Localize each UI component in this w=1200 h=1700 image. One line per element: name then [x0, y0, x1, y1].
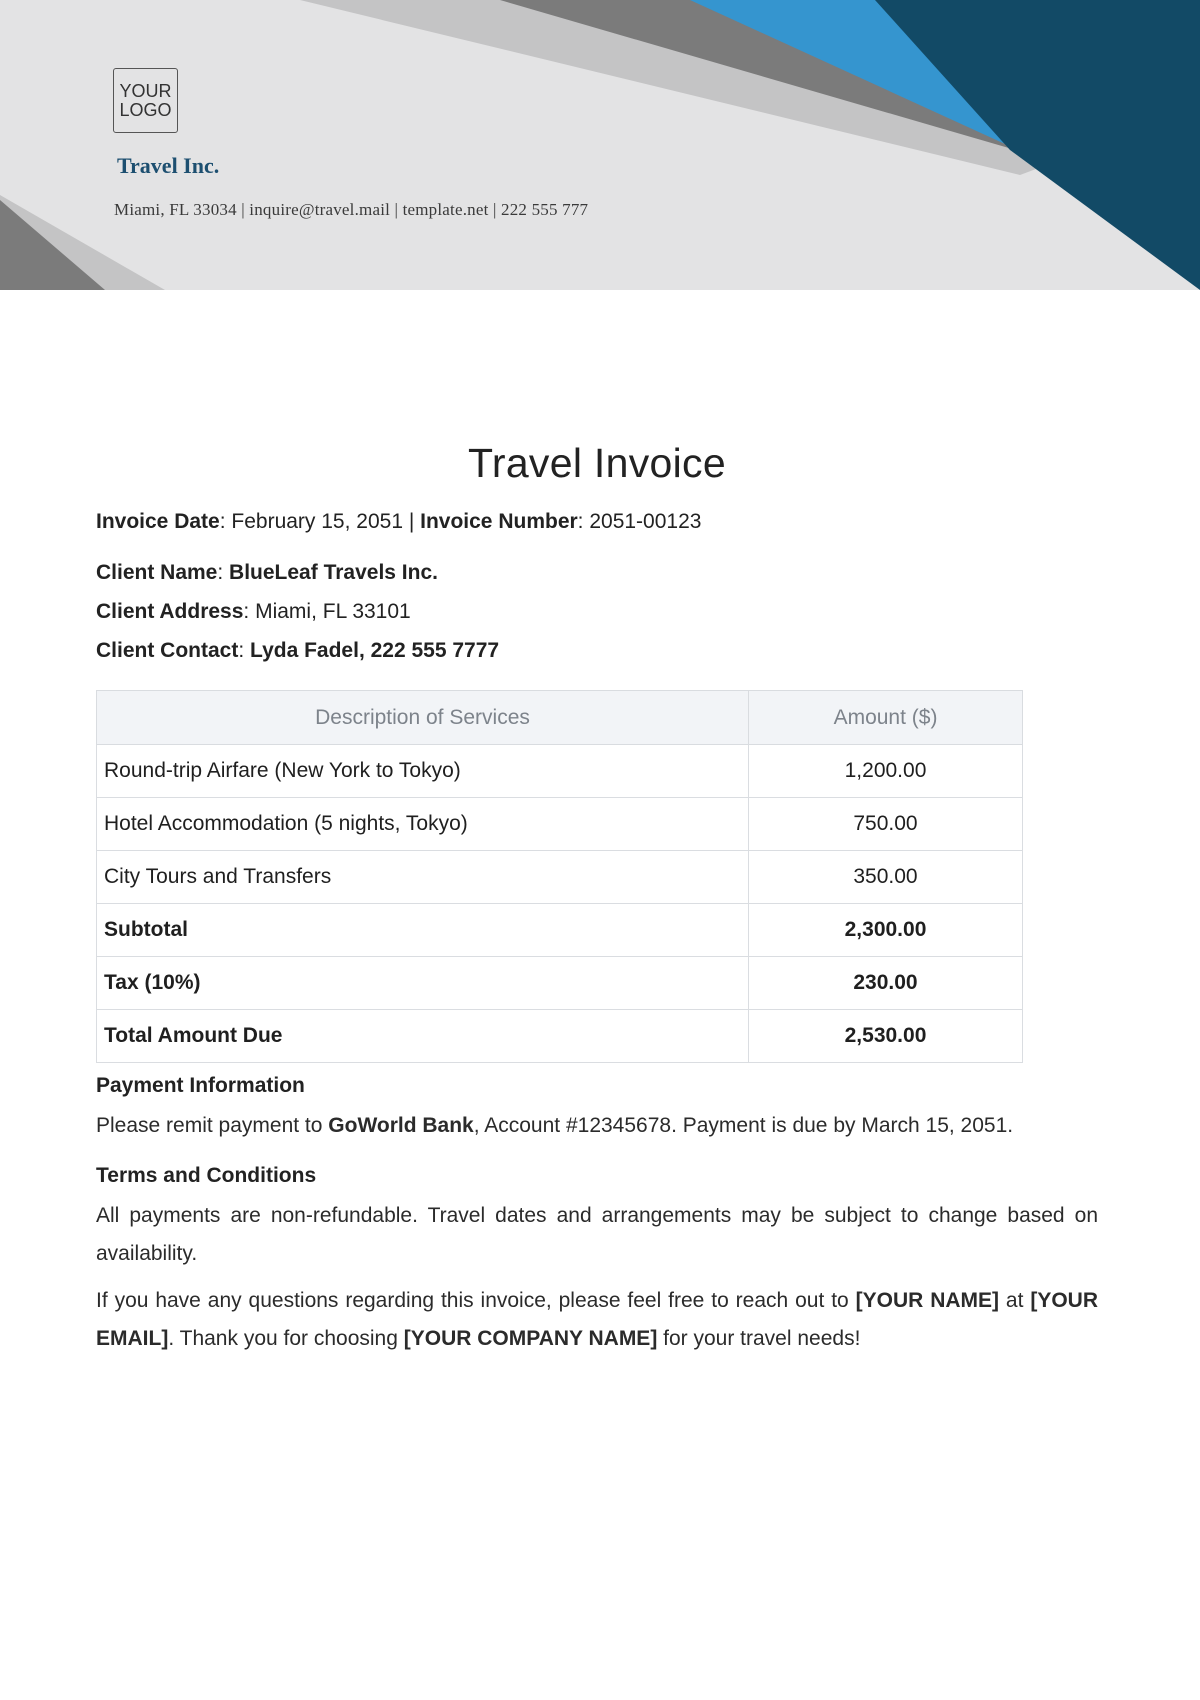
table-header-row [97, 691, 1023, 745]
logo-line-1: YOUR [119, 80, 172, 101]
total-label: Total Amount Due [97, 1010, 749, 1063]
tax-label: Tax (10%) [97, 957, 749, 1010]
colon: : [577, 510, 590, 533]
row-amount: 1,200.00 [749, 745, 1023, 798]
meta-separator: | [403, 510, 421, 533]
subtotal-value: 2,300.00 [749, 904, 1023, 957]
column-header-amount: Amount ($) [749, 691, 1023, 745]
logo-line-2: LOGO [119, 99, 172, 120]
comma: , [358, 639, 371, 662]
colon: : [238, 639, 251, 662]
company-name: Travel Inc. [117, 153, 220, 178]
client-contact-label: Client Contact [96, 639, 239, 662]
column-header-description: Description of Services [97, 691, 749, 745]
page-title: Travel Invoice [468, 440, 726, 486]
total-value: 2,530.00 [749, 1010, 1023, 1063]
terms-text: All payments are non-refundable. Travel dates and arrangements may be subject to change based on availability. [96, 1204, 1098, 1265]
colon: : [217, 561, 230, 584]
table-row [97, 798, 1023, 851]
client-name-label: Client Name [96, 561, 218, 584]
invoice-body [96, 440, 1098, 1358]
closing-text-2: at [999, 1289, 1031, 1312]
colon: : [243, 600, 256, 623]
decor-bottom-left-dark [0, 200, 105, 290]
closing-text-3: . Thank you for choosing [168, 1327, 404, 1350]
invoice-number-label: Invoice Number [420, 510, 578, 533]
logo-placeholder [113, 68, 178, 133]
tax-row [97, 957, 1023, 1010]
your-name-placeholder: [YOUR NAME] [855, 1289, 1000, 1312]
tax-value: 230.00 [749, 957, 1023, 1010]
row-description: Hotel Accommodation (5 nights, Tokyo) [97, 798, 749, 851]
closing-text-1: If you have any questions regarding this invoice, please feel free to reach out to [96, 1289, 856, 1312]
invoice-number-value: 2051-00123 [589, 510, 702, 533]
terms-heading: Terms and Conditions [96, 1164, 317, 1187]
payment-text [96, 1107, 1098, 1145]
your-company-placeholder: [YOUR COMPANY NAME] [403, 1327, 658, 1350]
client-address-label: Client Address [96, 600, 244, 623]
client-contact-phone: 222 555 7777 [370, 639, 500, 662]
header-banner [0, 0, 1200, 290]
company-contact-line: Miami, FL 33034 | inquire@travel.mail | template.net | 222 555 777 [114, 200, 589, 219]
row-amount: 350.00 [749, 851, 1023, 904]
client-address-line [96, 599, 1098, 625]
total-row [97, 1010, 1023, 1063]
invoice-date-value: February 15, 2051 [231, 510, 403, 533]
subtotal-label: Subtotal [97, 904, 749, 957]
header-decoration [0, 0, 1200, 290]
services-table [96, 690, 1023, 1063]
payment-heading: Payment Information [96, 1074, 305, 1097]
closing-text-4: for your travel needs! [657, 1327, 861, 1350]
table-row [97, 851, 1023, 904]
client-name-value: BlueLeaf Travels Inc. [229, 561, 438, 584]
colon: : [219, 510, 232, 533]
your-email-placeholder: [YOUR EMAIL] [96, 1289, 1099, 1350]
bank-name: GoWorld Bank [328, 1114, 474, 1137]
invoice-meta-line [96, 509, 1098, 535]
client-contact-line [96, 638, 1098, 664]
client-name-line [96, 560, 1098, 586]
table-row [97, 745, 1023, 798]
payment-text-after: , Account #12345678. Payment is due by March 15, 2051. [473, 1114, 1014, 1137]
closing-text [96, 1282, 1098, 1358]
payment-text-before: Please remit payment to [96, 1114, 329, 1137]
row-description: Round-trip Airfare (New York to Tokyo) [97, 745, 749, 798]
client-address-value: Miami, FL 33101 [255, 600, 411, 623]
row-amount: 750.00 [749, 798, 1023, 851]
client-contact-name: Lyda Fadel [250, 639, 359, 662]
subtotal-row [97, 904, 1023, 957]
invoice-date-label: Invoice Date [96, 510, 220, 533]
row-description: City Tours and Transfers [97, 851, 749, 904]
